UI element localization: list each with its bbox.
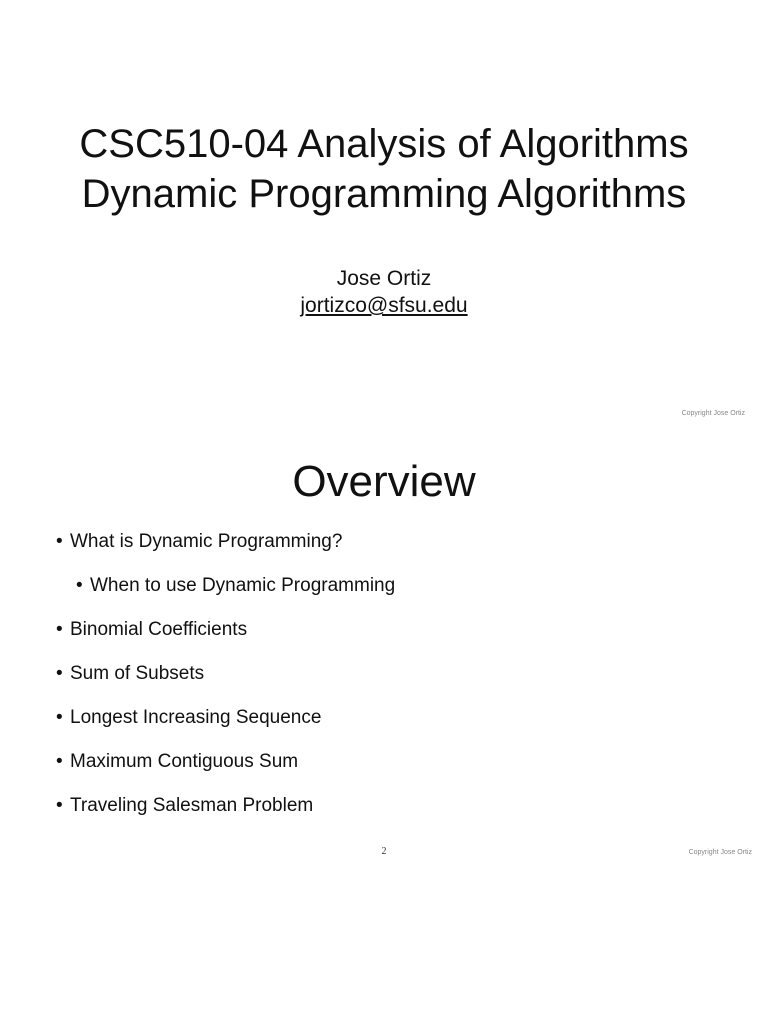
bullet-dot-icon: • [56,663,63,684]
bullet-item [76,574,395,598]
bullet-text: Maximum Contiguous Sum [70,751,299,772]
author-email [0,293,768,319]
copyright-notice: Copyright Jose Ortiz [681,410,745,417]
bullet-dot-icon: • [56,531,63,552]
bullet-text: Traveling Salesman Problem [70,795,314,816]
lecture-title: Dynamic Programming Algorithms [81,172,687,216]
title-slide [0,0,768,430]
bullet-dot-icon: • [56,795,63,816]
bullet-item [56,706,321,730]
author-name: Jose Ortiz [336,267,432,290]
bullet-dot-icon: • [56,751,63,772]
author-email-link[interactable]: jortizco@sfsu.edu [300,294,468,317]
overview-slide [0,430,768,870]
bullet-item [56,530,342,554]
bullet-dot-icon: • [56,619,63,640]
bullet-dot-icon: • [76,575,83,596]
bullet-item [56,794,313,818]
bullet-text: Binomial Coefficients [70,619,248,640]
bullet-item [56,618,247,642]
overview-title: Overview [292,457,476,506]
course-title: CSC510-04 Analysis of Algorithms [79,122,689,166]
bullet-text: Longest Increasing Sequence [70,707,322,728]
bullet-text: When to use Dynamic Programming [90,575,396,596]
bullet-item [56,750,298,774]
bullet-text: What is Dynamic Programming? [70,531,343,552]
bullet-item [56,662,204,686]
copyright-notice: Copyright Jose Ortiz [688,849,752,856]
page-number: 2 [381,846,387,857]
bullet-dot-icon: • [56,707,63,728]
bullet-text: Sum of Subsets [70,663,205,684]
